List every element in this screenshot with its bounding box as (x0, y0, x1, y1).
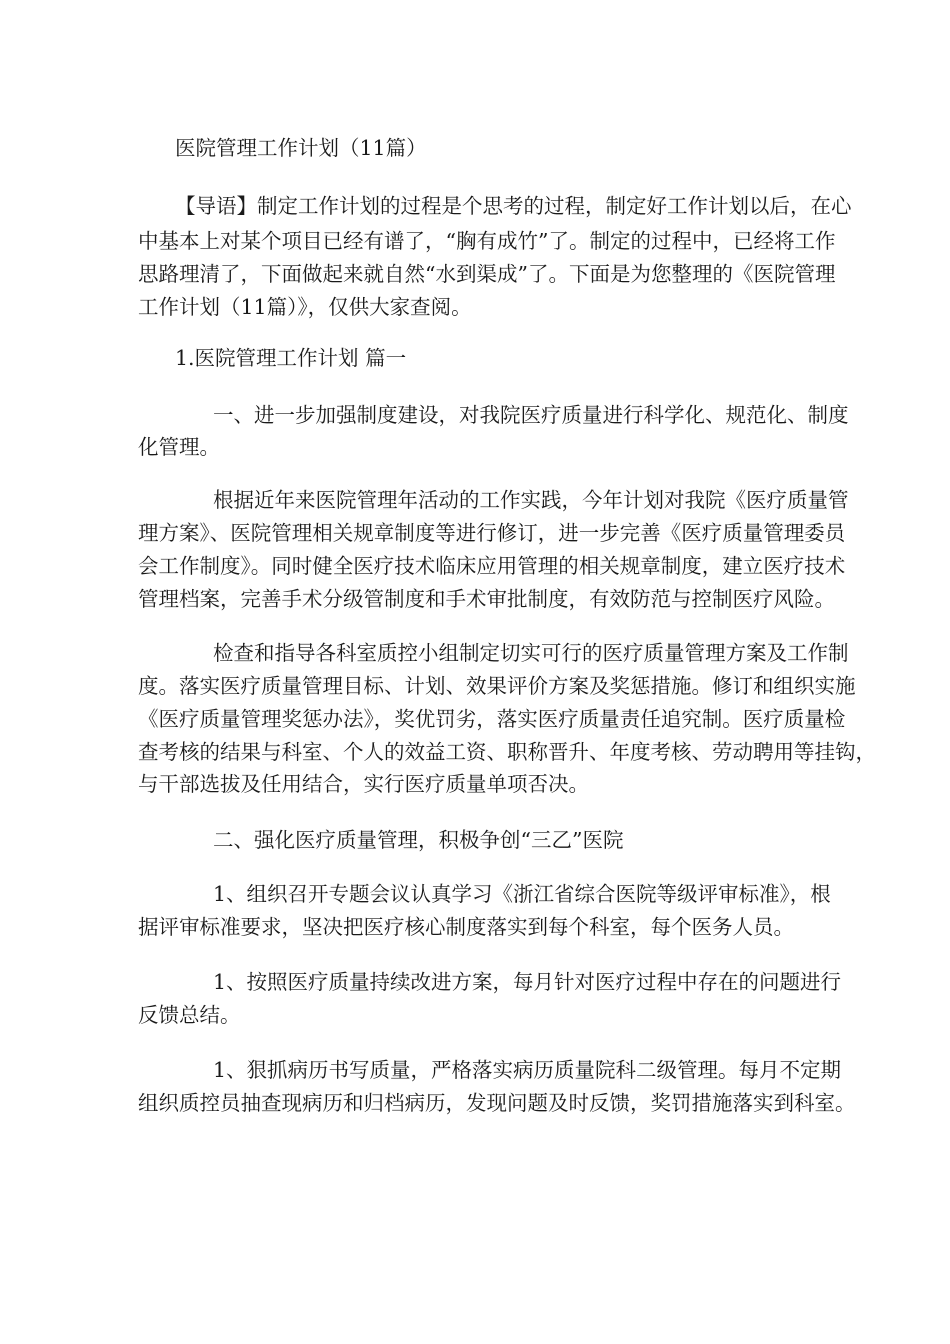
para2-line-2: 理方案》、医院管理相关规章制度等进行修订，进一步完善《医疗质量管理委员 (138, 521, 846, 545)
para7-line-2: 组织质控员抽查现病历和归档病历，发现问题及时反馈，奖罚措施落实到科室。 (138, 1091, 856, 1115)
para7-line-1: 1、狠抓病历书写质量，严格落实病历质量院科二级管理。每月不定期 (213, 1058, 842, 1082)
para4-line-1: 二、强化医疗质量管理，积极争创“三乙”医院 (213, 828, 624, 852)
para3-line-2: 度。落实医疗质量管理目标、计划、效果评价方案及奖惩措施。修订和组织实施 (138, 674, 856, 698)
para1-line-2: 化管理。 (138, 435, 220, 459)
intro-line-3: 思路理清了，下面做起来就自然“水到渠成”了。下面是为您整理的《医院管理 (138, 262, 836, 286)
document-title: 医院管理工作计划（11篇） (175, 136, 427, 160)
para5-line-1: 1、组织召开专题会议认真学习《浙江省综合医院等级评审标准》，根 (213, 882, 831, 906)
para3-line-5: 与干部选拔及任用结合，实行医疗质量单项否决。 (138, 772, 589, 796)
para6-line-1: 1、按照医疗质量持续改进方案，每月针对医疗过程中存在的问题进行 (213, 970, 842, 994)
para3-line-3: 《医疗质量管理奖惩办法》，奖优罚劣，落实医疗质量责任追究制。医疗质量检 (138, 707, 846, 731)
para3-line-1: 检查和指导各科室质控小组制定切实可行的医疗质量管理方案及工作制 (213, 641, 849, 665)
para1-line-1: 一、进一步加强制度建设，对我院医疗质量进行科学化、规范化、制度 (213, 403, 849, 427)
para2-line-1: 根据近年来医院管理年活动的工作实践，今年计划对我院《医疗质量管 (213, 488, 849, 512)
section-heading: 1.医院管理工作计划 篇一 (175, 346, 407, 370)
para2-line-4: 管理档案，完善手术分级管制度和手术审批制度，有效防范与控制医疗风险。 (138, 587, 835, 611)
para2-line-3: 会工作制度》。同时健全医疗技术临床应用管理的相关规章制度，建立医疗技术 (138, 554, 846, 578)
intro-line-2: 中基本上对某个项目已经有谱了，“胸有成竹”了。制定的过程中，已经将工作 (138, 229, 836, 253)
intro-line-1: 【导语】制定工作计划的过程是个思考的过程，制定好工作计划以后，在心 (175, 194, 852, 218)
intro-line-4: 工作计划（11篇）》，仅供大家查阅。 (138, 295, 472, 319)
para5-line-2: 据评审标准要求，坚决把医疗核心制度落实到每个科室，每个医务人员。 (138, 915, 794, 939)
para6-line-2: 反馈总结。 (138, 1003, 241, 1027)
para3-line-4: 查考核的结果与科室、个人的效益工资、职称晋升、年度考核、劳动聘用等挂钩， (138, 740, 876, 764)
